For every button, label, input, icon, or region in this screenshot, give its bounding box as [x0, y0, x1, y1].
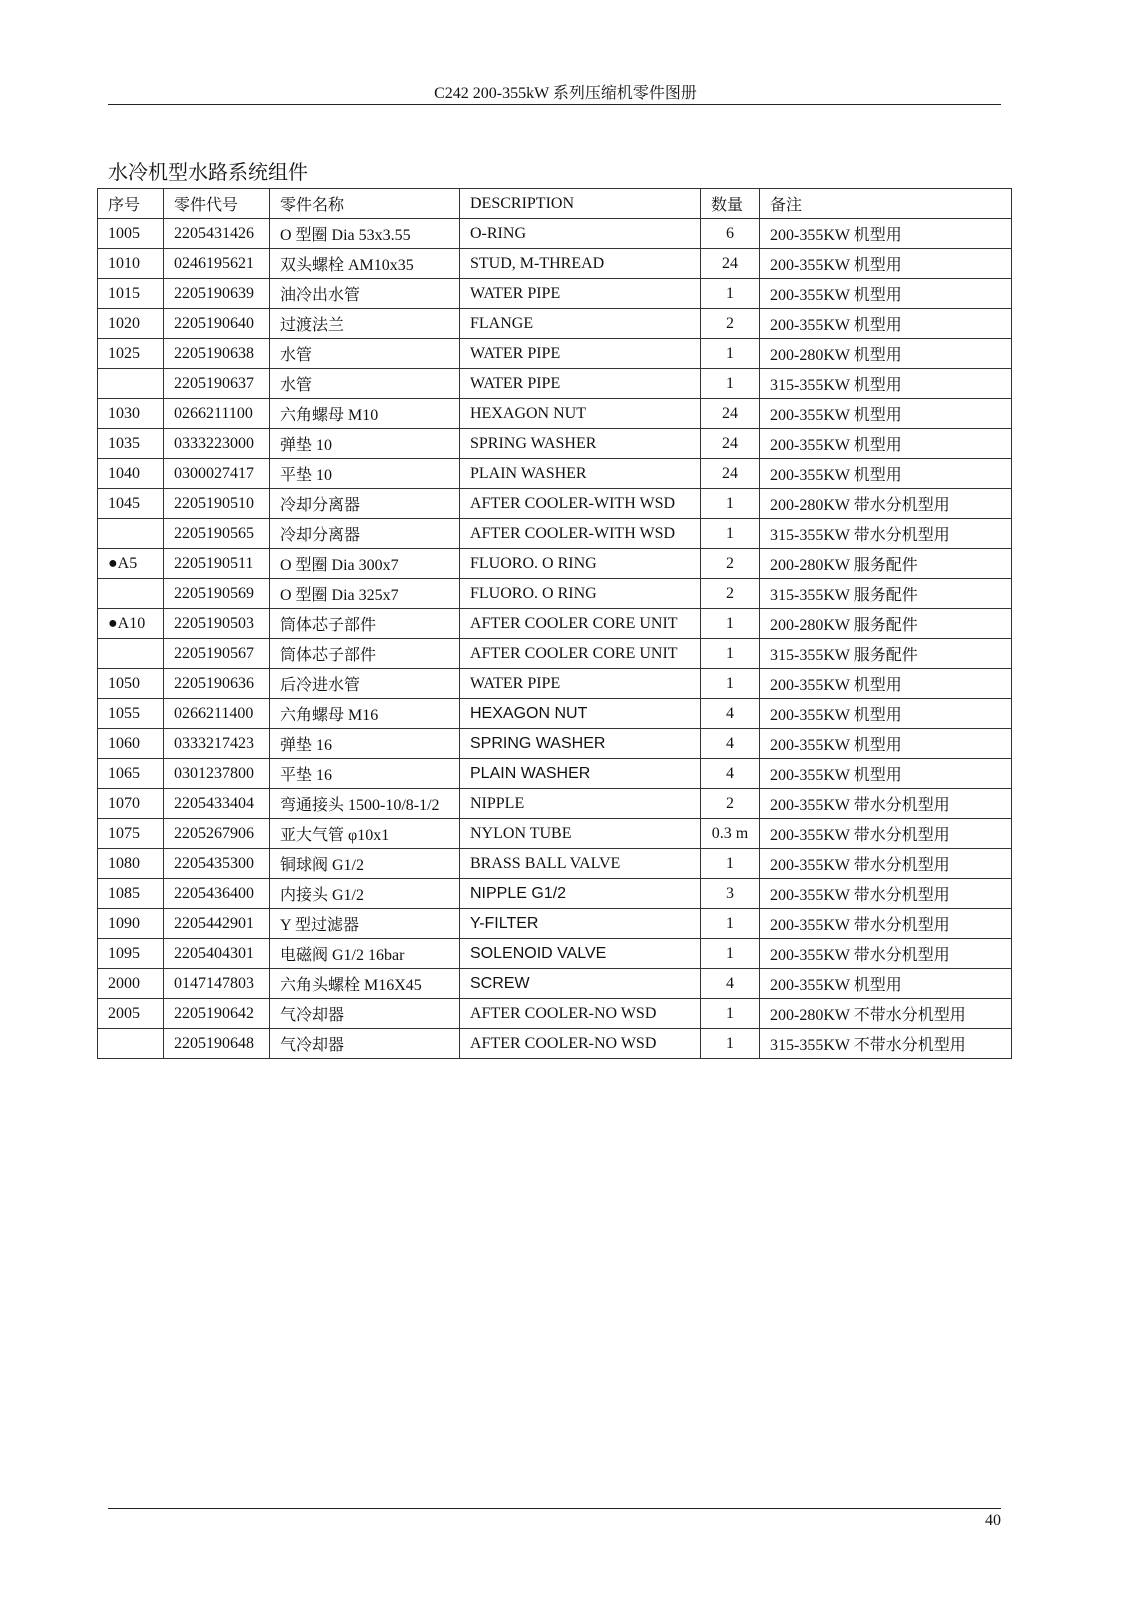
table-row	[98, 219, 1012, 249]
part-no-cell: 2205190639	[164, 279, 270, 309]
description-cell: AFTER COOLER-NO WSD	[460, 999, 701, 1029]
remarks-cell: 315-355KW 服务配件	[760, 579, 1012, 609]
quantity-cell: 24	[701, 429, 760, 459]
item-no-cell: 1010	[98, 249, 164, 279]
table-row	[98, 579, 1012, 609]
remarks-cell: 200-355KW 带水分机型用	[760, 909, 1012, 939]
part-name-cell: O 型圈 Dia 325x7	[270, 579, 460, 609]
description-cell: Y-FILTER	[460, 909, 701, 939]
parts-table	[97, 188, 1012, 1059]
table-row	[98, 399, 1012, 429]
part-name-cell: 水管	[270, 369, 460, 399]
description-cell: SPRING WASHER	[460, 429, 701, 459]
part-no-cell: 2205190642	[164, 999, 270, 1029]
part-name-cell: 水管	[270, 339, 460, 369]
description-cell: NYLON TUBE	[460, 819, 701, 849]
item-no-cell: 1025	[98, 339, 164, 369]
item-no-cell: 1085	[98, 879, 164, 909]
part-name-cell: 冷却分离器	[270, 519, 460, 549]
table-row	[98, 939, 1012, 969]
table-row	[98, 459, 1012, 489]
description-cell: FLANGE	[460, 309, 701, 339]
quantity-cell: 24	[701, 459, 760, 489]
description-cell: PLAIN WASHER	[460, 759, 701, 789]
footer-rule	[108, 1508, 1001, 1509]
quantity-cell: 2	[701, 789, 760, 819]
description-cell: NIPPLE G1/2	[460, 879, 701, 909]
item-no-cell	[98, 639, 164, 669]
table-row	[98, 699, 1012, 729]
part-name-cell: 气冷却器	[270, 1029, 460, 1059]
table-row	[98, 879, 1012, 909]
part-name-cell: 弹垫 10	[270, 429, 460, 459]
remarks-cell: 200-355KW 机型用	[760, 699, 1012, 729]
part-name-cell: 六角螺母 M10	[270, 399, 460, 429]
item-no-cell	[98, 369, 164, 399]
table-row	[98, 669, 1012, 699]
part-no-cell: 0266211400	[164, 699, 270, 729]
part-no-cell: 2205404301	[164, 939, 270, 969]
item-no-cell: 1045	[98, 489, 164, 519]
remarks-cell: 200-355KW 机型用	[760, 429, 1012, 459]
part-no-cell: 2205190565	[164, 519, 270, 549]
description-cell: AFTER COOLER-WITH WSD	[460, 519, 701, 549]
remarks-cell: 200-355KW 机型用	[760, 759, 1012, 789]
quantity-cell: 2	[701, 309, 760, 339]
table-row	[98, 249, 1012, 279]
part-name-cell: 亚大气管 φ10x1	[270, 819, 460, 849]
item-no-cell	[98, 579, 164, 609]
table-row	[98, 639, 1012, 669]
part-name-cell: 冷却分离器	[270, 489, 460, 519]
description-cell: AFTER COOLER-NO WSD	[460, 1029, 701, 1059]
part-name-cell: 平垫 16	[270, 759, 460, 789]
remarks-cell: 200-355KW 机型用	[760, 969, 1012, 999]
item-no-cell	[98, 1029, 164, 1059]
part-name-cell: 油冷出水管	[270, 279, 460, 309]
part-no-cell: 0147147803	[164, 969, 270, 999]
description-cell: SPRING WASHER	[460, 729, 701, 759]
remarks-cell: 200-355KW 机型用	[760, 399, 1012, 429]
description-cell: AFTER COOLER CORE UNIT	[460, 639, 701, 669]
quantity-cell: 2	[701, 549, 760, 579]
description-cell: O-RING	[460, 219, 701, 249]
part-name-cell: O 型圈 Dia 300x7	[270, 549, 460, 579]
quantity-cell: 24	[701, 399, 760, 429]
table-row	[98, 549, 1012, 579]
quantity-cell: 4	[701, 699, 760, 729]
part-no-cell: 2205435300	[164, 849, 270, 879]
quantity-cell: 1	[701, 519, 760, 549]
table-row	[98, 999, 1012, 1029]
table-row	[98, 309, 1012, 339]
item-no-cell: ●A5	[98, 549, 164, 579]
table-row	[98, 489, 1012, 519]
item-no-cell: 1060	[98, 729, 164, 759]
table-row	[98, 429, 1012, 459]
remarks-cell: 200-355KW 机型用	[760, 669, 1012, 699]
remarks-cell: 200-355KW 机型用	[760, 249, 1012, 279]
description-cell: WATER PIPE	[460, 339, 701, 369]
parts-table-body	[98, 219, 1012, 1059]
part-name-cell: 筒体芯子部件	[270, 639, 460, 669]
quantity-cell: 4	[701, 969, 760, 999]
section-title: 水冷机型水路系统组件	[108, 160, 308, 184]
remarks-cell: 200-280KW 带水分机型用	[760, 489, 1012, 519]
col-header-description: DESCRIPTION	[460, 189, 701, 219]
item-no-cell: 1020	[98, 309, 164, 339]
remarks-cell: 200-355KW 机型用	[760, 729, 1012, 759]
table-row	[98, 789, 1012, 819]
part-name-cell: 铜球阀 G1/2	[270, 849, 460, 879]
remarks-cell: 200-280KW 不带水分机型用	[760, 999, 1012, 1029]
item-no-cell: 1080	[98, 849, 164, 879]
part-no-cell: 0266211100	[164, 399, 270, 429]
part-no-cell: 0246195621	[164, 249, 270, 279]
quantity-cell: 2	[701, 579, 760, 609]
description-cell: BRASS BALL VALVE	[460, 849, 701, 879]
table-row	[98, 609, 1012, 639]
table-row	[98, 369, 1012, 399]
quantity-cell: 3	[701, 879, 760, 909]
item-no-cell: 1065	[98, 759, 164, 789]
remarks-cell: 200-355KW 带水分机型用	[760, 819, 1012, 849]
item-no-cell: 1090	[98, 909, 164, 939]
part-no-cell: 2205190648	[164, 1029, 270, 1059]
description-cell: PLAIN WASHER	[460, 459, 701, 489]
part-name-cell: 弹垫 16	[270, 729, 460, 759]
part-no-cell: 0333223000	[164, 429, 270, 459]
remarks-cell: 315-355KW 机型用	[760, 369, 1012, 399]
quantity-cell: 1	[701, 1029, 760, 1059]
part-name-cell: 过渡法兰	[270, 309, 460, 339]
item-no-cell: 2000	[98, 969, 164, 999]
description-cell: SOLENOID VALVE	[460, 939, 701, 969]
part-name-cell: 后冷进水管	[270, 669, 460, 699]
col-header-quantity: 数量	[701, 189, 760, 219]
quantity-cell: 1	[701, 489, 760, 519]
part-name-cell: 内接头 G1/2	[270, 879, 460, 909]
table-row	[98, 759, 1012, 789]
table-row	[98, 279, 1012, 309]
item-no-cell: 1040	[98, 459, 164, 489]
description-cell: WATER PIPE	[460, 279, 701, 309]
header-row	[98, 189, 1012, 219]
quantity-cell: 1	[701, 339, 760, 369]
page-number: 40	[985, 1512, 1001, 1529]
remarks-cell: 200-355KW 机型用	[760, 309, 1012, 339]
quantity-cell: 0.3 m	[701, 819, 760, 849]
part-name-cell: 六角头螺栓 M16X45	[270, 969, 460, 999]
description-cell: AFTER COOLER CORE UNIT	[460, 609, 701, 639]
part-name-cell: 平垫 10	[270, 459, 460, 489]
col-header-part-no: 零件代号	[164, 189, 270, 219]
quantity-cell: 1	[701, 639, 760, 669]
remarks-cell: 200-355KW 带水分机型用	[760, 939, 1012, 969]
part-no-cell: 0301237800	[164, 759, 270, 789]
item-no-cell: 1030	[98, 399, 164, 429]
part-no-cell: 0300027417	[164, 459, 270, 489]
item-no-cell: 1005	[98, 219, 164, 249]
quantity-cell: 4	[701, 759, 760, 789]
part-name-cell: 气冷却器	[270, 999, 460, 1029]
remarks-cell: 200-355KW 带水分机型用	[760, 789, 1012, 819]
description-cell: AFTER COOLER-WITH WSD	[460, 489, 701, 519]
part-no-cell: 2205442901	[164, 909, 270, 939]
remarks-cell: 200-355KW 带水分机型用	[760, 879, 1012, 909]
part-name-cell: 双头螺栓 AM10x35	[270, 249, 460, 279]
col-header-item-no: 序号	[98, 189, 164, 219]
quantity-cell: 24	[701, 249, 760, 279]
description-cell: NIPPLE	[460, 789, 701, 819]
quantity-cell: 1	[701, 999, 760, 1029]
table-row	[98, 1029, 1012, 1059]
item-no-cell: 1015	[98, 279, 164, 309]
part-no-cell: 2205433404	[164, 789, 270, 819]
part-no-cell: 2205190636	[164, 669, 270, 699]
quantity-cell: 1	[701, 669, 760, 699]
quantity-cell: 1	[701, 609, 760, 639]
description-cell: HEXAGON NUT	[460, 699, 701, 729]
part-no-cell: 2205190637	[164, 369, 270, 399]
remarks-cell: 200-280KW 服务配件	[760, 609, 1012, 639]
part-name-cell: 筒体芯子部件	[270, 609, 460, 639]
quantity-cell: 4	[701, 729, 760, 759]
remarks-cell: 200-355KW 机型用	[760, 219, 1012, 249]
item-no-cell: 1070	[98, 789, 164, 819]
table-row	[98, 729, 1012, 759]
item-no-cell: ●A10	[98, 609, 164, 639]
description-cell: FLUORO. O RING	[460, 579, 701, 609]
item-no-cell: 1050	[98, 669, 164, 699]
table-row	[98, 519, 1012, 549]
item-no-cell: 1055	[98, 699, 164, 729]
description-cell: SCREW	[460, 969, 701, 999]
table-row	[98, 849, 1012, 879]
description-cell: WATER PIPE	[460, 369, 701, 399]
quantity-cell: 1	[701, 849, 760, 879]
part-name-cell: 弯通接头 1500-10/8-1/2	[270, 789, 460, 819]
quantity-cell: 1	[701, 369, 760, 399]
description-cell: STUD, M-THREAD	[460, 249, 701, 279]
remarks-cell: 200-280KW 服务配件	[760, 549, 1012, 579]
part-no-cell: 2205436400	[164, 879, 270, 909]
table-row	[98, 969, 1012, 999]
remarks-cell: 315-355KW 带水分机型用	[760, 519, 1012, 549]
description-cell: WATER PIPE	[460, 669, 701, 699]
col-header-part-name: 零件名称	[270, 189, 460, 219]
part-name-cell: 电磁阀 G1/2 16bar	[270, 939, 460, 969]
remarks-cell: 315-355KW 不带水分机型用	[760, 1029, 1012, 1059]
col-header-remarks: 备注	[760, 189, 1012, 219]
item-no-cell	[98, 519, 164, 549]
remarks-cell: 200-280KW 机型用	[760, 339, 1012, 369]
part-no-cell: 0333217423	[164, 729, 270, 759]
remarks-cell: 200-355KW 机型用	[760, 279, 1012, 309]
remarks-cell: 200-355KW 机型用	[760, 459, 1012, 489]
part-no-cell: 2205190567	[164, 639, 270, 669]
quantity-cell: 6	[701, 219, 760, 249]
part-no-cell: 2205190503	[164, 609, 270, 639]
part-no-cell: 2205431426	[164, 219, 270, 249]
part-no-cell: 2205190638	[164, 339, 270, 369]
part-name-cell: 六角螺母 M16	[270, 699, 460, 729]
part-no-cell: 2205190569	[164, 579, 270, 609]
description-cell: HEXAGON NUT	[460, 399, 701, 429]
item-no-cell: 1095	[98, 939, 164, 969]
quantity-cell: 1	[701, 909, 760, 939]
part-no-cell: 2205190640	[164, 309, 270, 339]
part-no-cell: 2205190511	[164, 549, 270, 579]
remarks-cell: 200-355KW 带水分机型用	[760, 849, 1012, 879]
part-no-cell: 2205190510	[164, 489, 270, 519]
description-cell: FLUORO. O RING	[460, 549, 701, 579]
part-name-cell: Y 型过滤器	[270, 909, 460, 939]
item-no-cell: 1075	[98, 819, 164, 849]
part-name-cell: O 型圈 Dia 53x3.55	[270, 219, 460, 249]
item-no-cell: 1035	[98, 429, 164, 459]
header-rule	[108, 104, 1001, 105]
quantity-cell: 1	[701, 939, 760, 969]
table-row	[98, 339, 1012, 369]
parts-table-header	[98, 189, 1012, 219]
table-row	[98, 819, 1012, 849]
quantity-cell: 1	[701, 279, 760, 309]
part-no-cell: 2205267906	[164, 819, 270, 849]
item-no-cell: 2005	[98, 999, 164, 1029]
remarks-cell: 315-355KW 服务配件	[760, 639, 1012, 669]
document-header-title: C242 200-355kW 系列压缩机零件图册	[434, 85, 697, 102]
table-row	[98, 909, 1012, 939]
